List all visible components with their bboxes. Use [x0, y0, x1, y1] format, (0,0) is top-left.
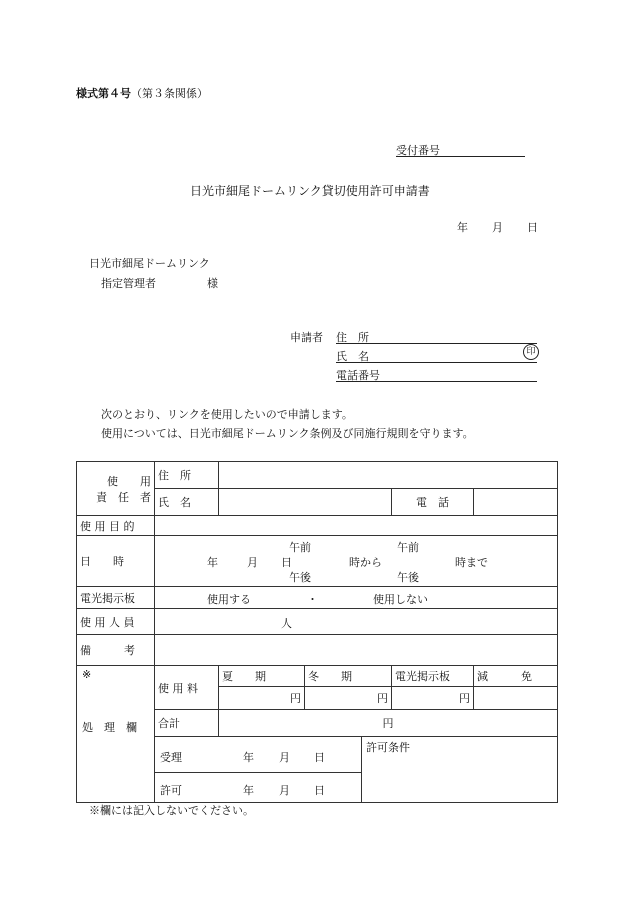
applicant-phone-line: [336, 381, 537, 382]
form-relation: （第３条関係）: [131, 87, 208, 100]
applicant-address-line: [336, 343, 537, 344]
exempt-cell[interactable]: [474, 687, 558, 710]
board-nouse-option[interactable]: 使用しない: [373, 592, 428, 606]
applicant-phone-label: 電話番号: [336, 369, 380, 382]
purpose-label-cell: 使 用 目 的: [77, 516, 155, 536]
board-choice-cell[interactable]: [155, 587, 558, 609]
receipt-label: 受付番号: [396, 144, 440, 157]
applicant-label: 申請者: [290, 331, 323, 344]
form-id: 様式第４号: [76, 87, 131, 100]
total-label-cell: 合計: [155, 710, 219, 737]
dt-month: 月: [247, 556, 258, 569]
board-fee-header-cell: 電光掲示板: [392, 666, 474, 687]
applicant-name-line: [336, 362, 537, 363]
applicant-name-label: 氏 名: [336, 350, 369, 363]
conditions-cell[interactable]: [362, 737, 558, 803]
accept-day: 日: [314, 750, 325, 764]
board-label-cell: 電光掲示板: [77, 587, 155, 609]
remarks-label-cell: 備 考: [77, 635, 155, 666]
permit-day: 日: [314, 783, 325, 797]
footnote: ※欄には記入しないでください。: [89, 804, 254, 817]
date-year: 年: [457, 221, 468, 234]
start-am: 午前: [289, 541, 311, 554]
permit-cell[interactable]: [155, 773, 362, 803]
phone-input-cell[interactable]: [474, 489, 558, 516]
end-pm: 午後: [397, 571, 419, 584]
date-day: 日: [527, 221, 538, 234]
processing-mark: ※: [82, 668, 92, 681]
accept-month: 月: [279, 750, 290, 764]
board-separator: ・: [307, 592, 318, 606]
responsible-person-cell: [77, 462, 155, 516]
winter-header-cell: 冬 期: [305, 666, 392, 687]
accept-cell[interactable]: [155, 737, 362, 773]
application-table: [76, 461, 558, 803]
fee-label-cell: 使 用 料: [155, 666, 219, 710]
processing-label-cell: [77, 666, 155, 803]
datetime-label-cell: 日 時: [77, 536, 155, 587]
address-label-cell: 住 所: [155, 462, 219, 489]
addressee-role: 指定管理者: [101, 277, 156, 290]
addressee-facility: 日光市細尾ドームリンク: [89, 257, 210, 270]
date-month: 月: [492, 221, 503, 234]
name-input-cell[interactable]: [219, 489, 392, 516]
receipt-line: [396, 156, 525, 157]
board-use-option[interactable]: 使用する: [207, 592, 251, 606]
winter-fee-cell[interactable]: 円: [305, 687, 392, 710]
conditions-label: 許可条件: [366, 741, 410, 754]
people-unit: 人: [281, 616, 292, 630]
end-am: 午前: [397, 541, 419, 554]
remarks-input-cell[interactable]: [155, 635, 558, 666]
accept-label: 受理: [160, 750, 182, 764]
start-pm: 午後: [289, 571, 311, 584]
total-amount-cell[interactable]: 円: [219, 710, 558, 737]
body-line-1: 次のとおり、リンクを使用したいので申請します。: [101, 408, 353, 421]
summer-header-cell: 夏 期: [219, 666, 305, 687]
phone-label-cell: 電 話: [392, 489, 474, 516]
document-title: 日光市細尾ドームリンク貸切使用許可申請書: [190, 184, 430, 198]
permit-year: 年: [243, 783, 254, 797]
datetime-input-cell[interactable]: [155, 536, 558, 587]
body-line-2: 使用については、日光市細尾ドームリンク条例及び同施行規則を守ります。: [101, 427, 474, 440]
form-header: [76, 85, 208, 101]
address-input-cell[interactable]: [219, 462, 558, 489]
responsible-label-1: 使 用: [107, 474, 151, 488]
processing-label: 処 理 欄: [82, 721, 137, 734]
dt-year: 年: [207, 556, 218, 569]
responsible-label-2: 責 任 者: [96, 490, 151, 504]
purpose-input-cell[interactable]: [155, 516, 558, 536]
accept-year: 年: [243, 750, 254, 764]
permit-month: 月: [279, 783, 290, 797]
people-label-cell: 使 用 人 員: [77, 609, 155, 635]
dt-from: 時から: [349, 556, 382, 569]
seal-mark: 印: [523, 344, 539, 360]
people-input-cell[interactable]: [155, 609, 558, 635]
board-fee-cell[interactable]: 円: [392, 687, 474, 710]
summer-fee-cell[interactable]: 円: [219, 687, 305, 710]
addressee-honorific: 様: [207, 277, 218, 290]
exempt-header-cell: 減 免: [474, 666, 558, 687]
name-label-cell: 氏 名: [155, 489, 219, 516]
applicant-address-label: 住 所: [336, 331, 369, 344]
dt-day: 日: [281, 556, 292, 569]
permit-label: 許可: [160, 783, 182, 797]
dt-until: 時まで: [455, 556, 488, 569]
